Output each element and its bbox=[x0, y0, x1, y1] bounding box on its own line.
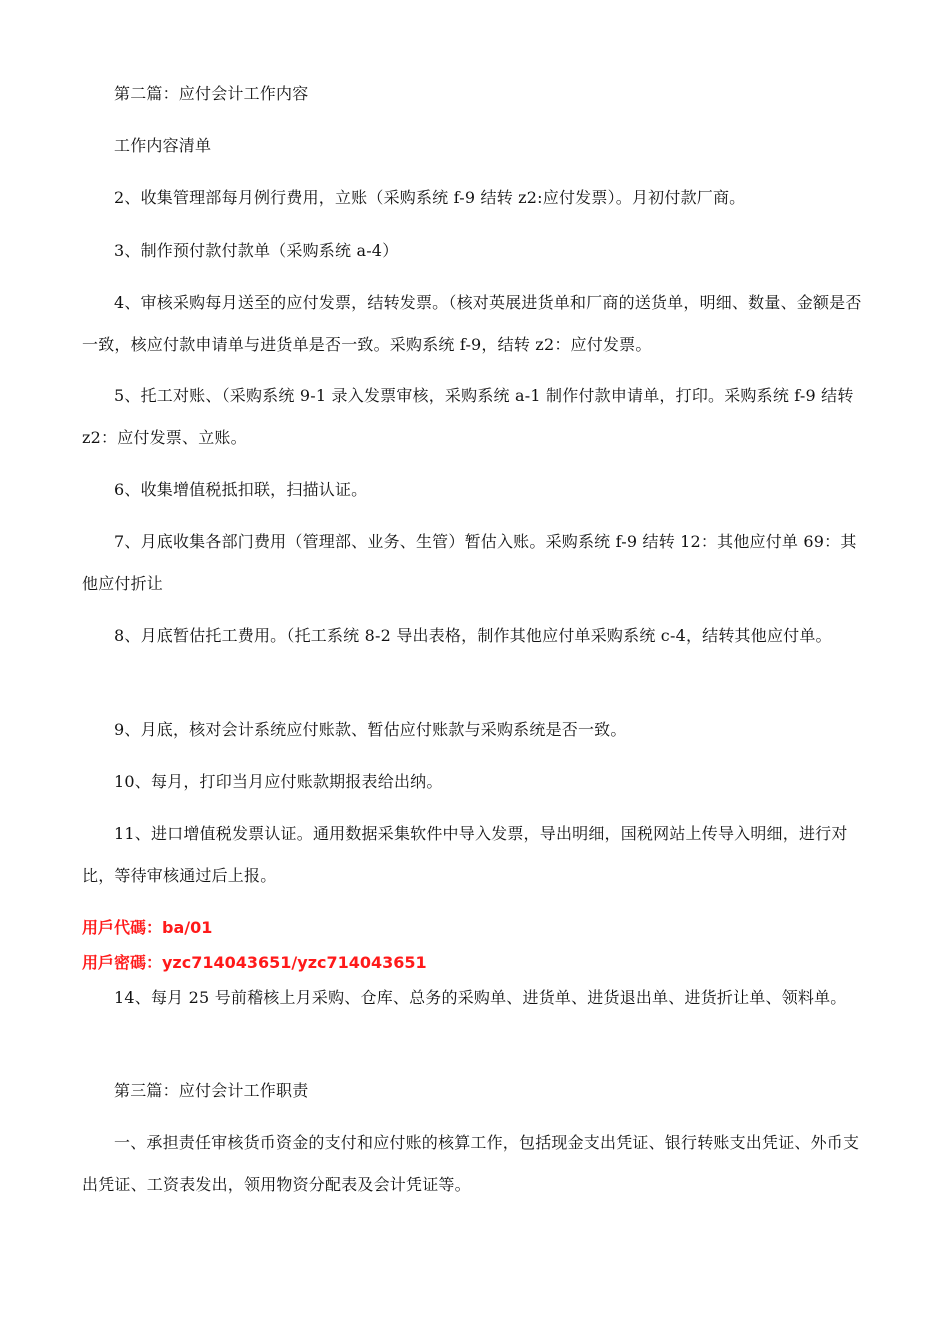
list-item: 2、收集管理部每月例行费用，立账（采购系统 f-9 结转 z2:应付发票）。月初付款厂商。 bbox=[114, 188, 746, 207]
list-item: 9、月底，核对会计系统应付账款、暂估应付账款与采购系统是否一致。 bbox=[114, 720, 627, 739]
list-item: 3、制作预付款付款单（采购系统 a-4） bbox=[114, 241, 399, 260]
list-item: 5、托工对账、（采购系统 9-1 录入发票审核，采购系统 a-1 制作付款申请单，打印。采购系统 f-9 结转 z2：应付发票、立账。 bbox=[82, 386, 854, 447]
list-item: 8、月底暂估托工费用。（托工系统 8-2 导出表格，制作其他应付单采购系统 c-4，结转其他应付单。 bbox=[114, 626, 832, 645]
duty-paragraph: 一、承担责任审核货币资金的支付和应付账的核算工作，包括现金支出凭证、银行转账支出凭证、外币支出凭证、工资表发出，领用物资分配表及会计凭证等。 bbox=[82, 1133, 860, 1194]
user-password-line: 用戶密碼：yzc714043651/yzc714043651 bbox=[82, 953, 427, 972]
section-3-title: 第三篇：应付会计工作职责 bbox=[114, 1081, 309, 1100]
list-item: 11、进口增值税发票认证。通用数据采集软件中导入发票，导出明细，国税网站上传导入明细，进行对比，等待审核通过后上报。 bbox=[82, 824, 848, 885]
list-item: 10、每月，打印当月应付账款期报表给出纳。 bbox=[114, 772, 443, 791]
section-2-title: 第二篇：应付会计工作内容 bbox=[114, 84, 309, 103]
list-item: 7、月底收集各部门费用（管理部、业务、生管）暂估入账。采购系统 f-9 结转 12：其他应付单 69：其他应付折让 bbox=[82, 532, 857, 593]
list-item: 14、每月 25 号前稽核上月采购、仓库、总务的采购单、进货单、进货退出单、进货折让单、领料单。 bbox=[114, 988, 847, 1007]
list-title: 工作内容清单 bbox=[114, 136, 212, 155]
list-item: 6、收集增值税抵扣联，扫描认证。 bbox=[114, 480, 368, 499]
list-item: 4、审核采购每月送至的应付发票，结转发票。（核对英展进货单和厂商的送货单，明细、数量、金额是否一致，核应付款申请单与进货单是否一致。采购系统 f-9，结转 z2：应付发票。 bbox=[82, 293, 862, 354]
user-code-line: 用戶代碼：ba/01 bbox=[82, 918, 213, 937]
